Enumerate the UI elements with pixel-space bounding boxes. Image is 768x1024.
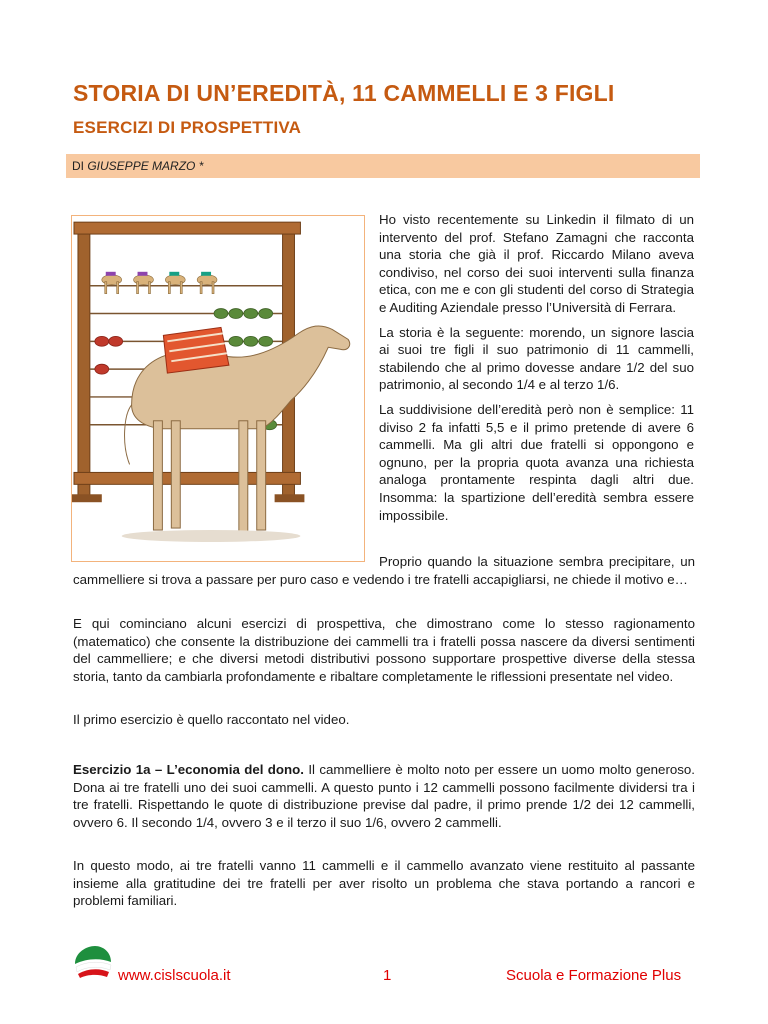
paragraph-4: Proprio quando la situazione sembra precipitare, un cammelliere si trova a passare per puro caso e vedendo i tre fratelli accapigliarsi, ne chiede il motivo e… (73, 554, 695, 587)
paragraph-1: Ho visto recentemente su Linkedin il filmato di un intervento del prof. Stefano Zamagni che racconta una storia che già il prof. Riccardo Milano aveva condiviso, nel corso dei suoi interventi sulla finanza etica, con me e con gli studenti del corso di Strategia e Auditing Aziendale presso l’Università di Ferrara. (379, 212, 694, 315)
camel-abacus-icon (72, 216, 364, 561)
page-subtitle: ESERCIZI DI PROSPETTIVA (73, 118, 302, 137)
byline-bar (66, 154, 700, 178)
camel-abacus-illustration (71, 215, 365, 562)
byline-author: GIUSEPPE MARZO * (87, 159, 204, 173)
byline-prefix: DI (72, 159, 88, 173)
exercise-1a-text: Il cammelliere è molto noto per essere un uomo molto generoso. Dona ai tre fratelli uno dei suoi cammelli. A questo punto i 12 cammelli possono facilmente dividersi tra i tre fratelli. Rispettando le quote di distribuzione previse dal padre, il primo prende 1/2 dei 12 cammelli, ovvero 6. Il secondo 1/4, ovvero 3 e il terzo il suo 1/6, ovvero 2 cammelli. (73, 762, 696, 830)
footer-website-link[interactable]: www.cislscuola.it (118, 967, 231, 984)
paragraph-2: La storia è la seguente: morendo, un signore lascia ai suoi tre figli il suo patrimonio di 11 cammelli, stabilendo che al primo dovesse andare 1/2 del suo patrimonio, al secondo 1/4 e al terzo 1/6. (379, 324, 694, 393)
byline (72, 159, 203, 173)
paragraph-8: In questo modo, ai tre fratelli vanno 11 cammelli e il cammello avanzato viene restituito al passante insieme alla gratitudine dei tre fratelli per aver risolto un problema che stava portando a rancori e problemi familiari. (73, 858, 695, 909)
exercise-1a-paragraph (73, 761, 695, 831)
paragraph-5: E qui cominciano alcuni esercizi di prospettiva, che dimostrano come lo stesso ragionamento (matematico) che consente la distribuzione dei cammelli tra i fratelli possa nascere da diversi sentimenti del cammelliere; e che diversi metodi distributivi possono supportare prospettive diverse della stessa storia, tanto da cambiarla profondamente e ribaltare completamente le riflessioni presentate nel video. (73, 616, 695, 684)
footer-brand: Scuola e Formazione Plus (506, 967, 682, 984)
page-title: STORIA DI UN’EREDITÀ, 11 CAMMELLI E 3 FIGLI (73, 80, 615, 106)
intro-column (379, 211, 694, 531)
paragraph-3: La suddivisione dell’eredità però non è semplice: 11 diviso 2 fa infatti 5,5 e il primo pretende di avere 6 cammelli. Ma gli altri due fratelli si oppongono e ognuno, per la propria quota avanza una richiesta analoga prontamente respinta dagli altri due. Insomma: la spartizione dell’eredità sembra essere impossibile. (379, 401, 694, 523)
paragraph-6: Il primo esercizio è quello raccontato nel video. (73, 712, 350, 727)
exercise-1a-heading: Esercizio 1a – L’economia del dono. (73, 762, 304, 777)
page-number: 1 (383, 967, 392, 984)
cisl-logo-icon (73, 944, 113, 978)
